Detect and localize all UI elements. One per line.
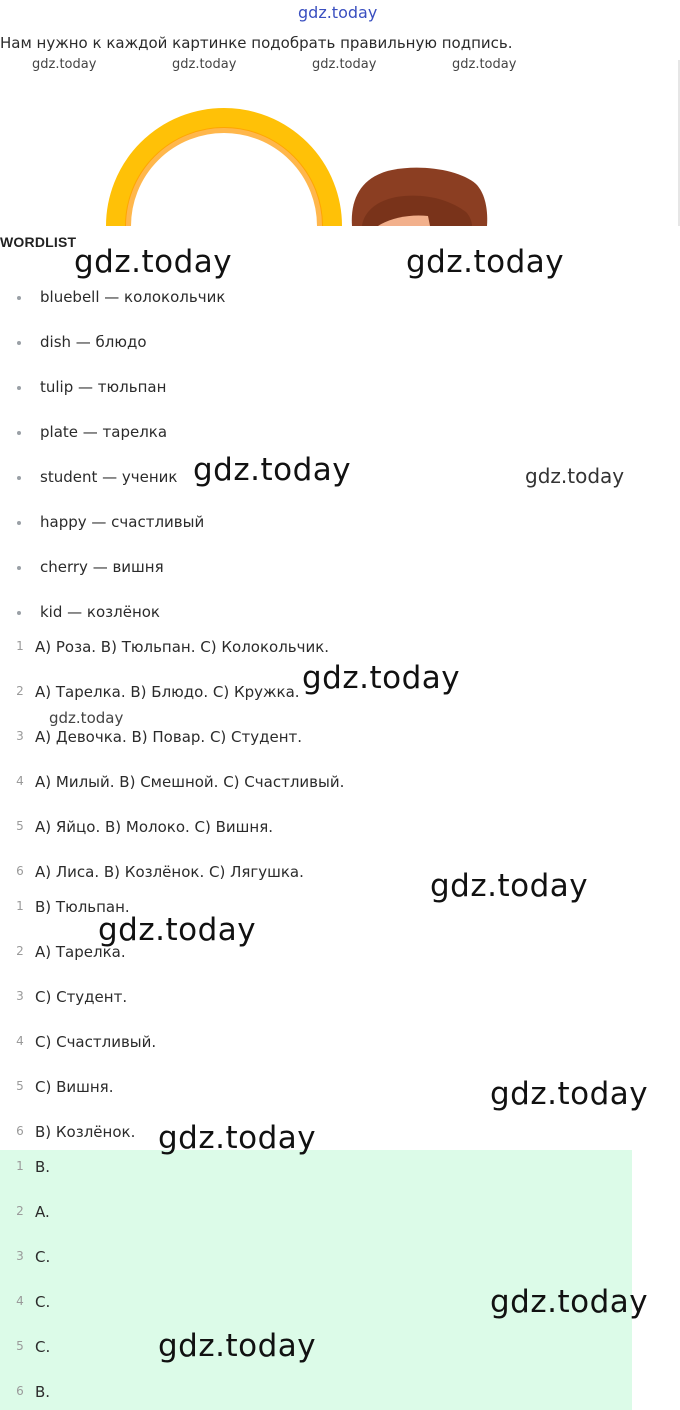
answer-number: 3 bbox=[16, 1249, 24, 1263]
watermark: gdz.today bbox=[32, 57, 97, 72]
question-text: A) Роза. B) Тюльпан. C) Колокольчик. bbox=[35, 638, 330, 656]
translation-number: 4 bbox=[16, 1034, 24, 1048]
question-text: A) Милый. B) Смешной. C) Счастливый. bbox=[35, 773, 345, 791]
translation-number: 5 bbox=[16, 1079, 24, 1093]
wordlist-item-text: student — ученик bbox=[40, 468, 178, 486]
wordlist-item-text: cherry — вишня bbox=[40, 558, 164, 576]
bullet bbox=[17, 521, 21, 525]
watermark: gdz.today bbox=[158, 1328, 317, 1364]
watermark: gdz.today bbox=[452, 57, 517, 72]
translation-text: C) Студент. bbox=[35, 988, 128, 1006]
bullet bbox=[17, 566, 21, 570]
illustration bbox=[0, 80, 680, 226]
watermark: gdz.today bbox=[302, 660, 461, 696]
wordlist-item-text: tulip — тюльпан bbox=[40, 378, 167, 396]
answer-text: B. bbox=[35, 1158, 51, 1176]
watermark: gdz.today bbox=[74, 244, 233, 280]
translation-text: B) Тюльпан. bbox=[35, 898, 130, 916]
bullet bbox=[17, 386, 21, 390]
answer-number: 4 bbox=[16, 1294, 24, 1308]
bullet bbox=[17, 611, 21, 615]
answer-text: C. bbox=[35, 1293, 51, 1311]
wordlist-item-text: plate — тарелка bbox=[40, 423, 168, 441]
watermark: gdz.today bbox=[490, 1284, 649, 1320]
question-number: 6 bbox=[16, 864, 24, 878]
wordlist-item-text: bluebell — колокольчик bbox=[40, 288, 226, 306]
watermark: gdz.today bbox=[525, 464, 625, 488]
task-text: Нам нужно к каждой картинке подобрать правильную подпись. bbox=[0, 34, 513, 52]
bullet bbox=[17, 431, 21, 435]
answer-number: 2 bbox=[16, 1204, 24, 1218]
bullet bbox=[17, 341, 21, 345]
translation-text: B) Козлёнок. bbox=[35, 1123, 136, 1141]
illustration-image bbox=[0, 80, 680, 226]
answer-text: A. bbox=[35, 1203, 50, 1221]
question-text: A) Девочка. B) Повар. C) Студент. bbox=[35, 728, 303, 746]
wordlist-item-text: kid — козлёнок bbox=[40, 603, 160, 621]
answer-text: C. bbox=[35, 1338, 51, 1356]
translation-text: C) Вишня. bbox=[35, 1078, 114, 1096]
question-text: A) Тарелка. B) Блюдо. C) Кружка. bbox=[35, 683, 300, 701]
watermark: gdz.today bbox=[98, 912, 257, 948]
watermark: gdz.today bbox=[430, 868, 589, 904]
question-number: 5 bbox=[16, 819, 24, 833]
answer-number: 6 bbox=[16, 1384, 24, 1398]
answer-text: B. bbox=[35, 1383, 51, 1401]
bullet bbox=[17, 296, 21, 300]
question-number: 3 bbox=[16, 729, 24, 743]
watermark: gdz.today bbox=[312, 57, 377, 72]
answer-box bbox=[0, 1150, 632, 1410]
translation-number: 2 bbox=[16, 944, 24, 958]
bullet bbox=[17, 476, 21, 480]
wordlist-title: WORDLIST bbox=[0, 234, 77, 250]
translation-text: A) Тарелка. bbox=[35, 943, 126, 961]
watermark: gdz.today bbox=[406, 244, 565, 280]
question-text: A) Яйцо. B) Молоко. C) Вишня. bbox=[35, 818, 274, 836]
answer-text: C. bbox=[35, 1248, 51, 1266]
translation-number: 1 bbox=[16, 899, 24, 913]
answer-number: 5 bbox=[16, 1339, 24, 1353]
question-text: A) Лиса. B) Козлёнок. C) Лягушка. bbox=[35, 863, 304, 881]
translation-text: C) Счастливый. bbox=[35, 1033, 157, 1051]
watermark: gdz.today bbox=[49, 709, 124, 727]
question-number: 4 bbox=[16, 774, 24, 788]
translation-number: 3 bbox=[16, 989, 24, 1003]
wordlist-item-text: dish — блюдо bbox=[40, 333, 147, 351]
watermark: gdz.today bbox=[490, 1076, 649, 1112]
watermark: gdz.today bbox=[193, 452, 352, 488]
watermark: gdz.today bbox=[172, 57, 237, 72]
watermark: gdz.today bbox=[158, 1120, 317, 1156]
header-watermark: gdz.today bbox=[298, 3, 378, 22]
answer-number: 1 bbox=[16, 1159, 24, 1173]
question-number: 2 bbox=[16, 684, 24, 698]
question-number: 1 bbox=[16, 639, 24, 653]
yellow-ring bbox=[116, 118, 332, 226]
wordlist-item-text: happy — счастливый bbox=[40, 513, 205, 531]
translation-number: 6 bbox=[16, 1124, 24, 1138]
